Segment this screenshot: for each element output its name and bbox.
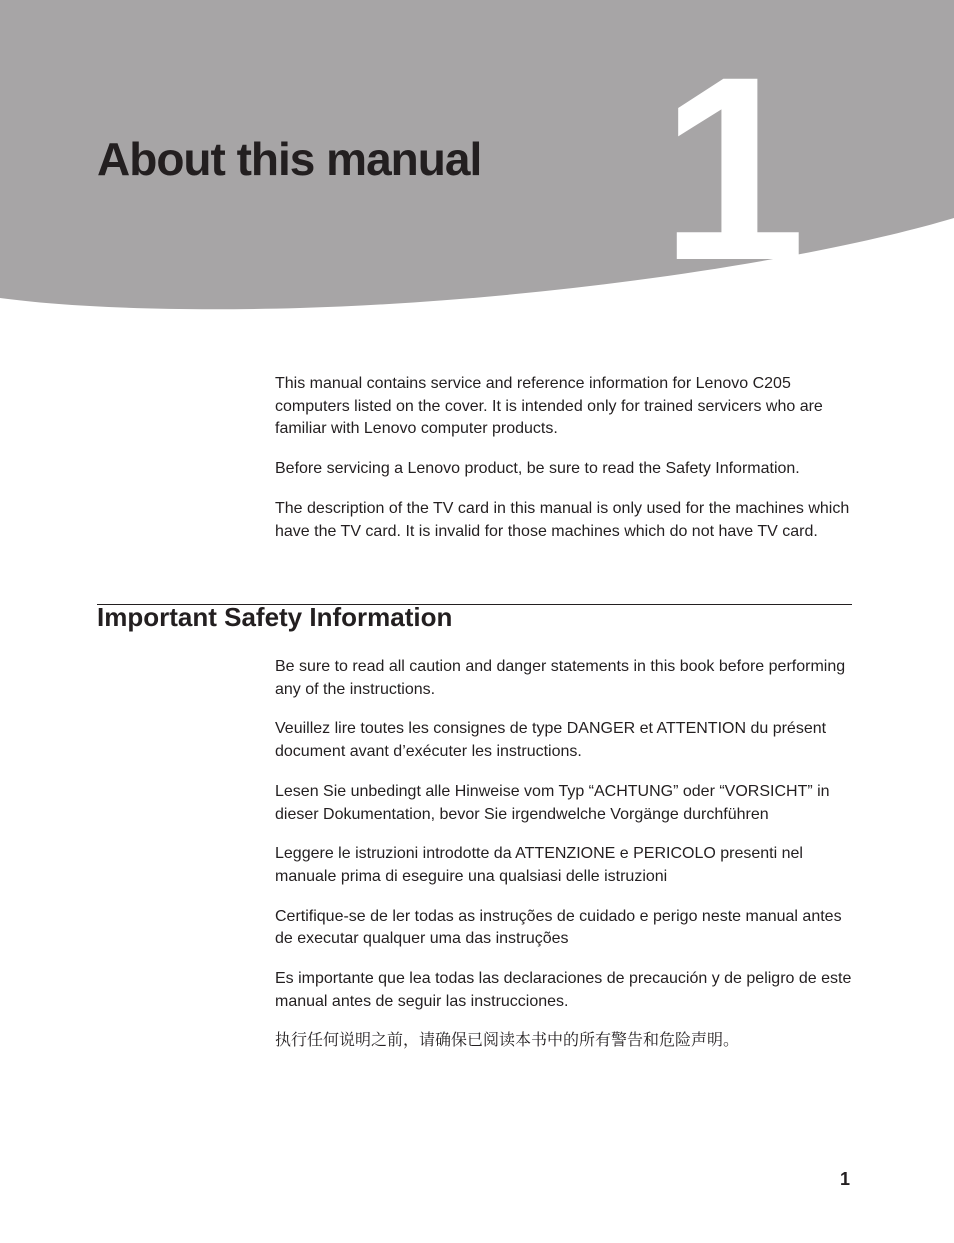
safety-paragraph-portuguese: Certifique-se de ler todas as instruções de cuidado e perigo neste manual antes de executar qualquer uma das instruções — [275, 907, 842, 948]
safety-paragraph-spanish: Es importante que lea todas las declaraciones de precaución y de peligro de este manual antes de seguir las instrucciones. — [275, 970, 852, 1010]
chapter-number: 1 — [660, 22, 806, 315]
chapter-title: About this manual — [97, 133, 482, 185]
section-heading-safety: Important Safety Information — [97, 602, 453, 632]
safety-paragraph-chinese: 执行任何说明之前，请确保已阅读本书中的所有警告和危险声明。 — [275, 1032, 740, 1050]
safety-section — [275, 656, 855, 1070]
intro-paragraph: The description of the TV card in this manual is only used for the machines which have the TV card. It is invalid for those machines which do not have TV card. — [275, 499, 850, 540]
intro-paragraph: Before servicing a Lenovo product, be sure to read the Safety Information. — [275, 460, 800, 478]
intro-paragraph: This manual contains service and reference information for Lenovo C205 computers listed on the cover. It is intended only for trained servicers who are familiar with Lenovo computer products. — [275, 375, 823, 438]
safety-paragraph-english: Be sure to read all caution and danger statements in this book before performing any of the instructions. — [275, 658, 846, 698]
page-number: 1 — [839, 1169, 850, 1189]
safety-paragraph-italian: Leggere le istruzioni introdotte da ATTENZIONE e PERICOLO presenti nel manuale prima di eseguire una qualsiasi delle istruzioni — [275, 845, 803, 885]
safety-paragraph-french: Veuillez lire toutes les consignes de type DANGER et ATTENTION du présent document avant d’exécuter les instructions. — [275, 720, 827, 761]
safety-paragraph-german: Lesen Sie unbedingt alle Hinweise vom Typ “ACHTUNG” oder “VORSICHT” in dieser Dokumentation, bevor Sie irgendwelche Vorgänge durchführen — [275, 782, 830, 823]
intro-section — [275, 373, 855, 560]
